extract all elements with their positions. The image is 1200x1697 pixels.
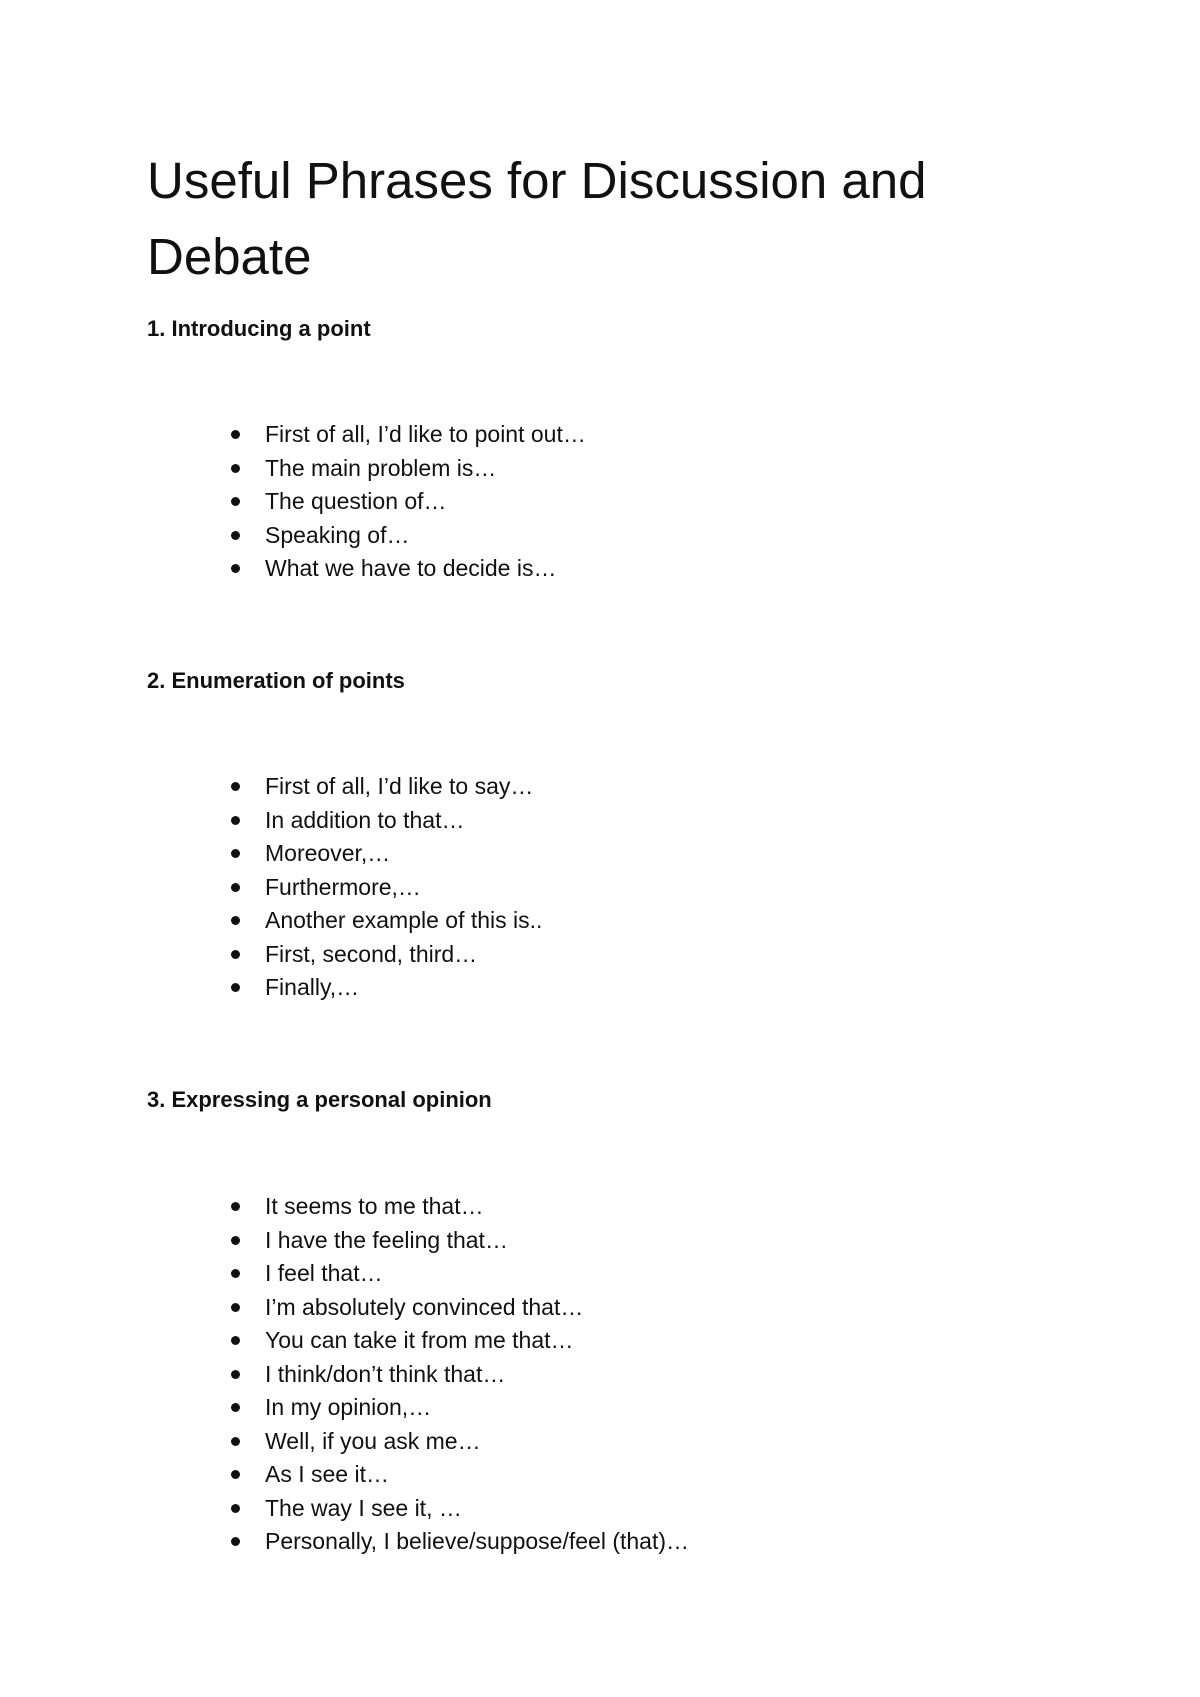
bullet-icon bbox=[231, 1336, 240, 1345]
phrase-text: I feel that… bbox=[265, 1260, 383, 1286]
section-heading-introducing-a-point: 1. Introducing a point bbox=[147, 316, 371, 341]
phrase-text: In addition to that… bbox=[265, 806, 465, 833]
list-item bbox=[230, 1224, 689, 1258]
section-heading-expressing-a-personal-opinion: 3. Expressing a personal opinion bbox=[147, 1087, 492, 1112]
bullet-icon bbox=[231, 464, 240, 473]
document-title: Useful Phrases for Discussion and Debate bbox=[147, 152, 927, 285]
list-item bbox=[230, 452, 586, 486]
phrase-text: The question of… bbox=[265, 488, 447, 514]
bullet-icon bbox=[231, 497, 240, 506]
phrase-text: The way I see it, … bbox=[265, 1494, 462, 1521]
phrase-text: What we have to decide is… bbox=[265, 555, 557, 581]
phrase-text: I have the feeling that… bbox=[265, 1226, 508, 1253]
bullet-icon bbox=[231, 1537, 240, 1546]
bullet-icon bbox=[231, 430, 240, 439]
phrase-text: Another example of this is.. bbox=[265, 907, 543, 933]
bullet-icon bbox=[231, 1370, 240, 1379]
phrase-text: Well, if you ask me… bbox=[265, 1427, 481, 1454]
phrase-text: First of all, I’d like to point out… bbox=[265, 421, 586, 447]
bullet-icon bbox=[231, 849, 240, 858]
phrase-list-expressing-a-personal-opinion bbox=[230, 1190, 689, 1559]
phrase-list-introducing-a-point bbox=[230, 418, 586, 586]
list-item bbox=[230, 770, 542, 804]
list-item bbox=[230, 1525, 689, 1559]
list-item bbox=[230, 519, 586, 553]
list-item bbox=[230, 552, 586, 586]
phrase-text: Personally, I believe/suppose/feel (that)… bbox=[265, 1528, 690, 1554]
bullet-icon bbox=[231, 816, 240, 825]
list-item bbox=[230, 1492, 689, 1526]
bullet-icon bbox=[231, 916, 240, 925]
bullet-icon bbox=[231, 1437, 240, 1446]
list-item bbox=[230, 904, 542, 938]
section-heading-enumeration-of-points: 2. Enumeration of points bbox=[147, 668, 405, 693]
phrase-text: You can take it from me that… bbox=[265, 1327, 574, 1353]
phrase-text: First, second, third… bbox=[265, 940, 478, 967]
bullet-icon bbox=[231, 1236, 240, 1245]
phrase-text: I’m absolutely convinced that… bbox=[265, 1293, 584, 1320]
phrase-text: The main problem is… bbox=[265, 454, 497, 481]
phrase-text: In my opinion,… bbox=[265, 1394, 432, 1420]
bullet-icon bbox=[231, 983, 240, 992]
bullet-icon bbox=[231, 1504, 240, 1513]
bullet-icon bbox=[231, 1403, 240, 1412]
phrase-text: Speaking of… bbox=[265, 521, 410, 548]
phrase-text: Furthermore,… bbox=[265, 873, 421, 900]
phrase-text: Moreover,… bbox=[265, 840, 391, 866]
bullet-icon bbox=[231, 564, 240, 573]
bullet-icon bbox=[231, 950, 240, 959]
bullet-icon bbox=[231, 782, 240, 791]
bullet-icon bbox=[231, 1303, 240, 1312]
list-item bbox=[230, 971, 542, 1005]
phrase-list-enumeration-of-points bbox=[230, 770, 542, 1005]
bullet-icon bbox=[231, 883, 240, 892]
list-item bbox=[230, 804, 542, 838]
list-item bbox=[230, 1324, 689, 1358]
list-item bbox=[230, 1425, 689, 1459]
list-item bbox=[230, 837, 542, 871]
phrase-text: I think/don’t think that… bbox=[265, 1360, 506, 1387]
bullet-icon bbox=[231, 531, 240, 540]
list-item bbox=[230, 485, 586, 519]
list-item bbox=[230, 1391, 689, 1425]
list-item bbox=[230, 1190, 689, 1224]
phrase-text: It seems to me that… bbox=[265, 1193, 484, 1219]
list-item bbox=[230, 1291, 689, 1325]
bullet-icon bbox=[231, 1202, 240, 1211]
phrase-text: Finally,… bbox=[265, 974, 360, 1000]
phrase-text: First of all, I’d like to say… bbox=[265, 773, 534, 799]
list-item bbox=[230, 418, 586, 452]
list-item bbox=[230, 1358, 689, 1392]
list-item bbox=[230, 871, 542, 905]
list-item bbox=[230, 1458, 689, 1492]
bullet-icon bbox=[231, 1269, 240, 1278]
bullet-icon bbox=[231, 1470, 240, 1479]
list-item bbox=[230, 1257, 689, 1291]
list-item bbox=[230, 938, 542, 972]
phrase-text: As I see it… bbox=[265, 1461, 389, 1487]
